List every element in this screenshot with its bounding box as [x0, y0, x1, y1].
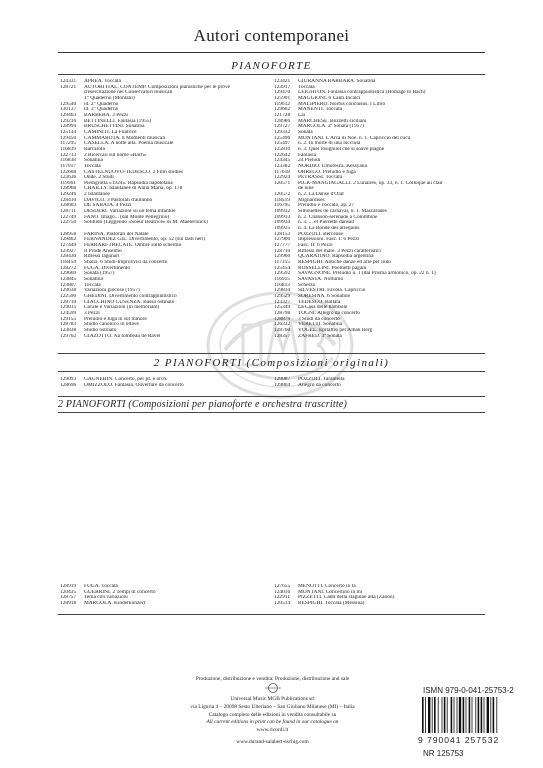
catalogue-title: n. 2. Chanson-sérénade à Colombine [298, 214, 378, 220]
catalogue-number: 129246 [60, 192, 77, 198]
catalogue-number: 109935 [274, 226, 291, 232]
catalogue-title: CAMMAROTA. 8 Momenti musicali [84, 135, 166, 141]
catalogue-title: CASELLA. A notte alta. Poema musicale [84, 141, 174, 147]
catalogue-number: 129834 [274, 288, 291, 294]
barcode-bar [469, 697, 471, 733]
catalogue-number: 125901 [274, 95, 291, 101]
catalogue-title: MARGOLA. 2ª Sonata (1957) [298, 124, 364, 130]
section-rule [58, 396, 485, 397]
catalogue-title: MALIPIERO. Hortus conclusus. I Libro [298, 101, 386, 107]
catalogue-title: FUGA. Toccata [84, 584, 118, 589]
catalogue-number: NR 125753 [423, 749, 464, 758]
catalogue-number: 109932 [274, 209, 291, 215]
catalogue-title: Toccata [84, 282, 101, 288]
catalogue-title: ROSSELLINI. Poemetti pagani [298, 265, 367, 271]
title-rule [58, 52, 485, 53]
catalogue-entry [274, 334, 489, 340]
catalogue-number: 125454 [274, 265, 291, 271]
footer-catalogue-it: Catalogo completo delle edizioni in vendita consultabile su [208, 712, 337, 718]
originali-list-right [274, 377, 489, 388]
catalogue-number: 127777 [274, 243, 291, 249]
catalogue-title: MONTANI. Concertino in mi [298, 589, 363, 595]
catalogue-number: 128710 [274, 248, 291, 254]
catalogue-number: 129093 [60, 377, 77, 382]
catalogue-number: 120572 [274, 192, 291, 198]
catalogue-number: 129592 [274, 271, 291, 277]
catalogue-title: POZZOLI. Tarantella [298, 377, 345, 382]
catalogue-title: Fantasia [298, 152, 316, 158]
catalogue-number: 116915 [274, 276, 290, 282]
barcode-bar [466, 697, 467, 733]
catalogue-number: 129450 [60, 135, 77, 141]
catalogue-title: SAVAGNONE. Preludio n. 1 (dal Prisma armonico, op. 22 n. 1) [298, 271, 436, 277]
catalogue-title: id. 3° Quaderno [84, 107, 119, 113]
barcode-bar [484, 697, 485, 733]
catalogue-title: MAGGIONI. 6 Canti Incaici [298, 95, 361, 101]
catalogue-number: 116839 [60, 146, 76, 152]
barcode-bar [496, 697, 497, 733]
catalogue-title: OMIZZOLO. Fantasia. Ouverture da concerto [84, 382, 184, 388]
catalogue-number: 118519 [274, 197, 290, 203]
barcode-bar [481, 697, 483, 733]
catalogue-number: 128357 [274, 333, 291, 339]
catalogue-title: 24 Preludi [298, 158, 321, 164]
catalogue-title: GIURANNA BARBARA. Sonatina [298, 79, 376, 84]
catalogue-title: GIAZOTTO. Au tombeau de Ravel [84, 333, 161, 339]
catalogue-number: 117295 [60, 141, 76, 147]
catalogue-number: 116795 [274, 203, 290, 209]
catalogue-number: 127655 [274, 584, 291, 589]
catalogue-title: MARCHESE. Bozzetti siciliani [298, 118, 367, 124]
section-rule [58, 412, 485, 413]
catalogue-title: Piedigrotta «1924». Rapsodia napoletana [84, 180, 173, 186]
catalogue-number: 129470 [274, 90, 291, 96]
barcode-bar [434, 697, 436, 733]
catalogue-number: 124345 [274, 158, 291, 164]
catalogue-title: Tema con variazioni [84, 595, 128, 601]
catalogue-title: SILVESTRI. Favola. Capriccio [298, 288, 366, 294]
section-rule [58, 353, 485, 354]
barcode-bar [425, 697, 426, 733]
catalogue-title: QUARATINO. Rapsodia argentina [298, 254, 374, 260]
catalogue-number: 124599 [60, 310, 77, 316]
catalogue-number: 122750 [60, 220, 77, 226]
catalogue-number: 124331 [60, 79, 77, 84]
catalogue-number: 123807 [60, 282, 77, 288]
catalogue-number: 123927 [60, 248, 77, 254]
footer-catalogue-en: All current editions in print can be found in our catalogue on [206, 719, 339, 725]
catalogue-number: 120571 [274, 180, 291, 186]
catalogue-title: POZZOLI. Berceuse [298, 231, 343, 237]
catalogue-title: SAVASTA. Notturno [298, 276, 344, 282]
catalogue-number: 128918 [60, 600, 77, 606]
trascritte-list-left [60, 584, 270, 607]
catalogue-number: 129804 [274, 382, 291, 388]
catalogue-title: Sonatina [84, 158, 103, 164]
catalogue-number: 122713 [60, 152, 77, 158]
ismn-code: ISMN 979-0-041-25753-2 [423, 686, 514, 695]
catalogue-title: Sonata (1957) [84, 271, 115, 277]
barcode-bar [490, 697, 491, 733]
catalogue-title: PIZZETTI. Canti della stagione alta (Zanon) [298, 595, 395, 601]
section-rule [58, 371, 485, 372]
footer-rule [58, 614, 485, 615]
catalogue-title: FERRARI-TRECATE. Ombre sullo schermo [84, 243, 182, 249]
catalogue-title: BETTINELLI. Fantasia (1955) [84, 118, 152, 124]
catalogue-number: 129332 [274, 129, 291, 135]
catalogue-number: 109933 [274, 214, 291, 220]
catalogue-title: Riflessi del mare. 3 Pezzi caratteristici [298, 248, 381, 254]
catalogue-title: AUTORI ITAL. CONTEMP. Composizioni pianistiche per le prove [84, 84, 231, 90]
catalogue-title: Studio canonico in ottave [84, 322, 139, 328]
catalogue-title: Variazioni giocose (1957) [84, 288, 140, 294]
catalogue-title: LEIGHTON. Fantasia contrappuntistica (Homage to Bach) [298, 90, 426, 96]
catalogue-title: PETRASSI. Toccata [298, 175, 343, 181]
catalogue-number: 128721 [60, 84, 77, 90]
catalogue-title: La Casa delle bambole [298, 305, 348, 311]
catalogue-number: 125349 [274, 305, 291, 311]
catalogue-title: BRUSCHETTINI. Sonatina [84, 124, 145, 130]
catalogue-number: 122608 [60, 169, 77, 175]
catalogue-title: de lune [298, 186, 314, 192]
catalogue-number: 119612 [274, 101, 290, 107]
catalogue-title: Solitudo (Leggendo «Soeur Béatrice» di M. Maeterlinck) [84, 220, 208, 226]
catalogue-title: Preludio e fuga in sol minore [84, 316, 147, 322]
catalogue-title: Silhouettes de carnaval, n. 1. Mascarades [298, 209, 387, 215]
catalogue-number: 129540 [60, 101, 77, 107]
barcode-bar [444, 697, 446, 733]
catalogue-number: 117618 [274, 169, 290, 175]
catalogue-title: Corale e Variazioni (in memoriam) [84, 305, 160, 311]
footer-link-durand[interactable]: www.durand-salabert-eschig.com [236, 739, 309, 745]
catalogue-title: GUERRINI. 2 Tempi di concerto [84, 589, 156, 595]
catalogue-number: 125497 [274, 141, 291, 147]
catalogue-number: 129960 [274, 254, 291, 260]
section-pianoforte: PIANOFORTE [231, 60, 312, 72]
catalogue-title: Toccata [84, 163, 101, 169]
catalogue-title: Sonatina [84, 276, 103, 282]
catalogue-title: Lai [298, 112, 306, 118]
catalogue-number: 123327 [274, 299, 291, 305]
catalogue-title: FERNÁNDEZ GIL. Divertimento, op. 52 (sui tasti neri) [84, 237, 206, 243]
catalogue-number: 127900 [274, 237, 291, 243]
catalogue-title: RESPIGHI. Antiche danze ed arie per liuto [298, 260, 391, 265]
catalogue-title: DE SABATA. 4 Pezzi [84, 203, 132, 209]
catalogue-number: 124016 [274, 589, 291, 595]
trascritte-list-right [274, 584, 489, 607]
catalogue-number: 129727 [274, 124, 291, 130]
catalogue-title: FARINA. Pastorali del Natale [84, 231, 149, 237]
barcode [420, 697, 516, 733]
barcode-bar [442, 697, 443, 733]
catalogue-number: 128272 [60, 265, 77, 271]
catalogue-title: Mignardises [298, 197, 325, 203]
catalogue-title: 2 Istantanee [84, 192, 110, 198]
catalogue-number: 129155 [60, 316, 77, 322]
catalogue-number: 119961 [60, 180, 76, 186]
catalogue-title: Sonata [298, 129, 313, 135]
catalogue-number: 129762 [60, 333, 77, 339]
catalogue-title: ORREGO. Preludio e fuga [298, 169, 356, 175]
catalogue-number: 122749 [60, 214, 77, 220]
catalogue-number: 129529 [274, 293, 291, 299]
section-2-pianoforti-trascritte: 2 PIANOFORTI (Composizioni per pianoforte e orchestra trascritte) [58, 399, 347, 410]
barcode-bar [454, 697, 455, 733]
catalogue-title: TEDESCO. Ballata [298, 299, 341, 305]
catalogue-title: Onde. 2 Studi [84, 175, 114, 181]
catalogue-number: 123845 [60, 276, 77, 282]
catalogue-title: 3 Pezzi [84, 310, 100, 316]
barcode-bar [432, 697, 433, 733]
catalogue-entry [60, 334, 270, 340]
barcode-bar [459, 697, 461, 733]
catalogue-number: 128783 [60, 322, 77, 328]
catalogue-title: d'esercitazione nei Conservatori musicali [84, 90, 173, 96]
catalogue-title: APREA. Toccata [84, 79, 121, 84]
barcode-bar [493, 697, 495, 733]
catalogue-title: ZAFRED. 3ª Sonata [298, 333, 342, 339]
catalogue-number: 129669 [60, 271, 77, 277]
catalogue-entry [274, 601, 489, 607]
catalogue-number: 123838 [60, 327, 77, 333]
barcode-bar [422, 697, 424, 733]
catalogue-entry [60, 383, 270, 389]
catalogue-title: VERETTI. Sonatina [298, 322, 343, 328]
catalogue-title: FANO. Imago... (dal Monte Pellegrino) [84, 214, 170, 220]
catalogue-title: 2 Ricercari sul nome «Bach» [84, 152, 147, 158]
catalogue-number: 128696 [60, 382, 77, 388]
catalogue-number: 125496 [274, 135, 291, 141]
catalogue-title: MANENTI. Toccata [298, 107, 343, 113]
catalogue-number: 128968 [60, 186, 77, 192]
catalogue-number: 128994 [60, 124, 77, 130]
catalogue-title: n. 3. ... et Pierrette dansait [298, 220, 355, 226]
catalogue-number: 128153 [274, 231, 291, 237]
catalogue-number: 129662 [274, 107, 291, 113]
catalogue-title: GIACCHINO CUSENZA. Basso ostinato [84, 299, 175, 305]
catalogue-number: 116813 [274, 282, 290, 288]
catalogue-number: 127449 [60, 243, 77, 249]
barcode-bar [463, 697, 465, 733]
catalogue-number: 125134 [60, 129, 77, 135]
catalogue-number: 125810 [274, 146, 291, 152]
catalogue-title: id. 2° Quaderno [84, 101, 119, 107]
catalogue-number: 117017 [60, 163, 76, 169]
catalogue-entry [274, 383, 489, 389]
catalogue-number: 122590 [60, 293, 77, 299]
barcode-bar [472, 697, 473, 733]
catalogue-title: 3 Studi da concerto [298, 316, 340, 322]
footer-distribution: Produzione, distribuzione e vendita: Produzione, distribuzione and sale [195, 676, 350, 682]
catalogue-title: FUGA. Divertimento [84, 265, 131, 271]
catalogue-title: Toccata [298, 84, 315, 90]
catalogue-number: 128986 [274, 118, 291, 124]
catalogue-number: 128430 [60, 254, 77, 260]
catalogue-title: Impressioni. Fasc. I: 6 Pezzi [298, 237, 360, 243]
catalogue-title: Barcarola [84, 146, 105, 152]
barcode-bar [438, 697, 439, 733]
section-rule [58, 74, 485, 75]
catalogue-title: GHEDINI. Divertimento contrappuntistico [84, 293, 177, 299]
barcode-bar [487, 697, 489, 733]
catalogue-title: Preludio e Toccata, op. 27 [298, 203, 355, 209]
catalogue-number: 129015 [60, 305, 77, 311]
catalogue-title: CAMINITI. La Filatrice [84, 129, 137, 135]
catalogue-title: DESDERI. Variazioni su un tema infantile [84, 209, 176, 215]
catalogue-title: Il Prode Anselmo [84, 248, 122, 254]
catalogue-number: 109934 [274, 220, 291, 226]
catalogue-number: 118454 [60, 260, 76, 265]
catalogue-number: 129462 [60, 237, 77, 243]
catalogue-title: MARGOLA. Kinderkonzert [84, 600, 146, 606]
catalogue-title: Studio ostinato [84, 327, 117, 333]
catalogue-number: 122911 [274, 595, 290, 601]
catalogue-number: 128879 [274, 316, 291, 322]
pianoforte-list-left [60, 79, 270, 339]
catalogue-number: 128760 [274, 327, 291, 333]
catalogue-number: 128603 [60, 203, 77, 209]
catalogue-title: n. 3. Quel rosignuol che sì soave piagne [298, 146, 385, 152]
catalogue-title: MONTANI. L'Arca di Noè. n. 1. Capriccio del cucù [298, 135, 411, 141]
catalogue-title: n. 2. La Danse d'Olaf [298, 192, 344, 198]
catalogue-number: 129638 [60, 288, 77, 294]
footer-publisher: Universal Music MGB Publications srl [230, 696, 315, 702]
catalogue-title: NORDIO. Umoresca. Kessyana [298, 163, 367, 169]
catalogue-title: TOGNI. Allegro da concerto [298, 310, 360, 316]
catalogue-entry [60, 601, 270, 607]
catalogue-title: Allegro da concerto [298, 382, 341, 388]
catalogue-title: Sbalzi. 6 Studi-Improvvisi da concerto [84, 260, 168, 265]
catalogue-number: 121728 [274, 112, 291, 118]
catalogue-title: Scherzo [298, 282, 316, 288]
catalogue-title: MENOTTI. Concerto in fa [298, 584, 356, 589]
page-title: Autori contemporanei [193, 26, 350, 45]
catalogue-number: 130137 [60, 107, 77, 113]
catalogue-number: 123382 [274, 163, 291, 169]
catalogue-title: n. 2. In morte di una lucciola [298, 141, 361, 147]
catalogue-title: n. 4. La Ronde des arlequins [298, 226, 360, 232]
catalogue-number: 116838 [60, 158, 76, 164]
catalogue-number: 128798 [274, 310, 291, 316]
catalogue-title: RESPIGHI. Toccata (Messina) [298, 600, 365, 606]
catalogue-number: 128711 [60, 209, 76, 215]
catalogue-title: VOGEL. Epitaffio per Alban Berg [298, 327, 373, 333]
pianoforte-list-right [274, 79, 489, 339]
catalogue-number: 120514 [274, 600, 291, 606]
catalogue-number: 129216 [60, 118, 77, 124]
catalogue-number: 122642 [274, 152, 291, 158]
catalogue-number: 129463 [60, 112, 77, 118]
catalogue-number: 117315 [274, 260, 290, 265]
universal-logo [262, 683, 284, 693]
originali-list-left [60, 377, 270, 388]
section-2-pianoforti-originali: 2 PIANOFORTI (Composizioni originali) [153, 357, 390, 369]
catalogue-title: GAGNEBIN. Concerto, per pf. e orch. [84, 377, 168, 382]
barcode-bar [478, 697, 480, 733]
catalogue-title: CASTELNUOVO-TEDESCO. 2 Film studies [84, 169, 184, 175]
catalogue-number: 123421 [274, 79, 291, 84]
catalogue-number: 128919 [60, 584, 77, 589]
footer-link-ricordi[interactable]: www.ricordi.it [256, 727, 289, 733]
catalogue-number: 120435 [60, 589, 77, 595]
catalogue-number: 128710 [60, 299, 77, 305]
catalogue-title: PICK-MANGIAGALLI. 2 Lunaires, op. 33, n. 1. Colloque au clair [298, 180, 443, 186]
barcode-bar [475, 697, 476, 733]
catalogue-title: Fasc. II: 6 Pezzi [298, 243, 333, 249]
catalogue-title: BARBERA. 3 Pezzi [84, 112, 128, 118]
catalogue-title: DAVICO. 3 Pastorali d'autunno [84, 197, 153, 203]
catalogue-number: 128958 [60, 231, 77, 237]
catalogue-number: 126332 [274, 322, 291, 328]
catalogue-number: 120087 [274, 377, 291, 382]
barcode-bar [447, 697, 448, 733]
catalogue-number: 122924 [274, 175, 291, 181]
footer-address: via Liguria 4 – 20098 Sesto Ulteriano – San Giuliano Milanese (MI) – Italia [190, 704, 355, 710]
catalogue-number: 123636 [60, 175, 77, 181]
catalogue-title: 1° Quaderno (Montani) [84, 95, 135, 101]
barcode-bar [457, 697, 458, 733]
barcode-bar [451, 697, 453, 733]
catalogue-title: CHAILLY. Istantanee di Anna Maria, op. 178 [84, 186, 183, 192]
catalogue-number: 128410 [60, 197, 77, 203]
barcode-bar [428, 697, 430, 733]
catalogue-title: SORESINA. 6 Sonatine [298, 293, 350, 299]
catalogue-title: Riflessi lagunari [84, 254, 120, 260]
catalogue-number: 128757 [60, 595, 77, 601]
barcode-number: 9 790041 257532 [418, 735, 500, 745]
catalogue-number: 123917 [274, 84, 291, 90]
